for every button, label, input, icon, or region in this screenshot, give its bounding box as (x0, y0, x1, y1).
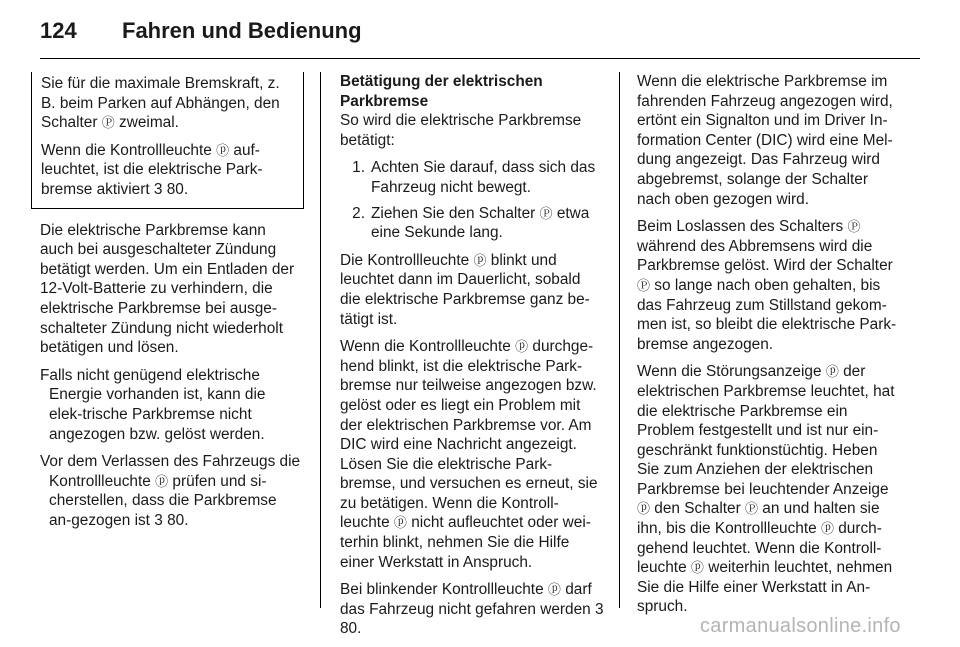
paragraph: Wenn die elektrische Parkbremse im fahrenden Fahrzeug angezogen wird, ertönt ein Signalton und im Driver In-formation Center (DIC) wird eine Mel-dung angezeigt. Das Fahrzeug wird abgebremst, solange der Schalter nach oben gezogen wird. (637, 73, 893, 208)
header-rule (40, 58, 920, 59)
parking-brake-warning-icon: ⓟ (515, 339, 529, 355)
paragraph: Bei blinkender Kontrollleuchte ⓟ darf das Fahrzeug nicht gefahren werden 3 80. (340, 581, 604, 638)
paragraph: Beim Loslassen des Schalters Ⓟ während des Abbremsens wird die Parkbremse gelöst. Wird der Schalter Ⓟ so lange nach oben gehalten, bis das Fahrzeug zum Stillstand gekom-men ist, so bleibt die elektrische Park-bremse angezogen. (637, 218, 897, 353)
paragraph: Die elektrische Parkbremse kann auch bei ausgeschalteter Zündung betätigt werden. Um ein Entladen der 12-Volt-Batterie zu verhindern, die elektrische Parkbremse bei ausge-schalteter Zündung nicht wiederholt betätigen und lösen. (40, 221, 295, 357)
page-title: Fahren und Bedienung (122, 18, 362, 43)
column-divider-1 (320, 72, 321, 608)
list-item: 1. Achten Sie darauf, dass sich das Fahrzeug nicht bewegt. (352, 159, 596, 196)
paragraph: Wenn die Kontrollleuchte ⓟ durchge-hend blinkt, ist die elektrische Park-bremse nur teilweise angezogen bzw. gelöst oder es liegt ein Problem mit der elektrischen Parkbremse vor. Am DIC wird eine Nachricht angezeigt. Lösen Sie die elektrische Park-bremse, und versuchen es erneut, sie zu betätigen. Wenn die Kontroll-leuchte ⓟ nicht aufleuchtet oder wei-terhin blinkt, nehmen Sie die Hilfe einer Werkstatt in Anspruch. (340, 338, 598, 571)
parking-brake-warning-icon: ⓟ (473, 252, 487, 268)
watermark: carmanualsonline.info (700, 615, 901, 637)
parking-brake-fault-icon: ⓟ (637, 501, 651, 517)
parking-brake-warning-icon: ⓟ (393, 515, 407, 531)
parking-brake-switch-icon: Ⓟ (847, 219, 861, 235)
column-2 (340, 72, 604, 647)
section-heading: Betätigung der elektrischen Parkbremse (340, 73, 543, 110)
page-reference: 3 80. (153, 180, 189, 198)
page-reference: 3 80. (154, 511, 189, 529)
page-reference: 3 80. (340, 600, 604, 638)
parking-brake-warning-icon: ⓟ (155, 473, 169, 489)
steps-list (340, 158, 604, 242)
paragraph: Falls nicht genügend elektrische Energie vorhanden ist, kann die elek-trische Parkbremse nicht angezogen bzw. gelöst werden. (40, 366, 266, 443)
paragraph: Vor dem Verlassen des Fahrzeugs die Kontrollleuchte ⓟ prüfen und si-cherstellen, dass die Parkbremse an-gezogen ist 3 80. (40, 453, 301, 529)
parking-brake-switch-icon: Ⓟ (744, 501, 758, 517)
parking-brake-fault-icon: ⓟ (825, 364, 839, 380)
parking-brake-switch-icon: Ⓟ (637, 277, 651, 293)
parking-brake-switch-icon: Ⓟ (101, 115, 115, 131)
column-divider-2 (619, 72, 620, 608)
parking-brake-warning-icon: ⓟ (547, 582, 561, 598)
page-header (40, 18, 362, 44)
parking-brake-warning-icon: ⓟ (820, 521, 834, 537)
paragraph: Die Kontrollleuchte ⓟ blinkt und leuchtet dann im Dauerlicht, sobald die elektrische Parkbremse ganz be-tätigt ist. (340, 251, 590, 328)
paragraph: Wenn die Störungsanzeige ⓟ der elektrischen Parkbremse leuchtet, hat die elektrische Parkbremse ein Problem festgestellt und ist nur ein-geschränkt funktionstüchtig. Heben Sie zum Anziehen der elektrischen Parkbremse bei leuchtender Anzeige ⓟ den Schalter Ⓟ an und halten sie ihn, bis die Kontrollleuchte ⓟ durch-gehend leuchtet. Wenn die Kontroll-leuchte ⓟ weiterhin leuchtet, nehmen Sie die Hilfe einer Werkstatt in An-spruch. (637, 363, 895, 616)
parking-brake-switch-icon: Ⓟ (539, 205, 553, 221)
parking-brake-fault-icon: ⓟ (690, 560, 704, 576)
list-item: 2. Ziehen Sie den Schalter Ⓟ etwa eine Sekunde lang. (352, 204, 590, 242)
page-number: 124 (40, 18, 77, 43)
notice-paragraph-1: Sie für die maximale Bremskraft, z. B. beim Parken auf Abhängen, den Schalter Ⓟ zweimal. (41, 75, 280, 132)
notice-box (31, 72, 304, 209)
column-1 (40, 72, 302, 538)
parking-brake-warning-icon: ⓟ (216, 142, 230, 158)
paragraph: So wird die elektrische Parkbremse betätigt: (340, 112, 582, 149)
notice-paragraph-2: Wenn die Kontrollleuchte ⓟ auf-leuchtet, ist die elektrische Park-bremse aktiviert 3 80. (41, 141, 263, 198)
column-3 (637, 72, 901, 625)
